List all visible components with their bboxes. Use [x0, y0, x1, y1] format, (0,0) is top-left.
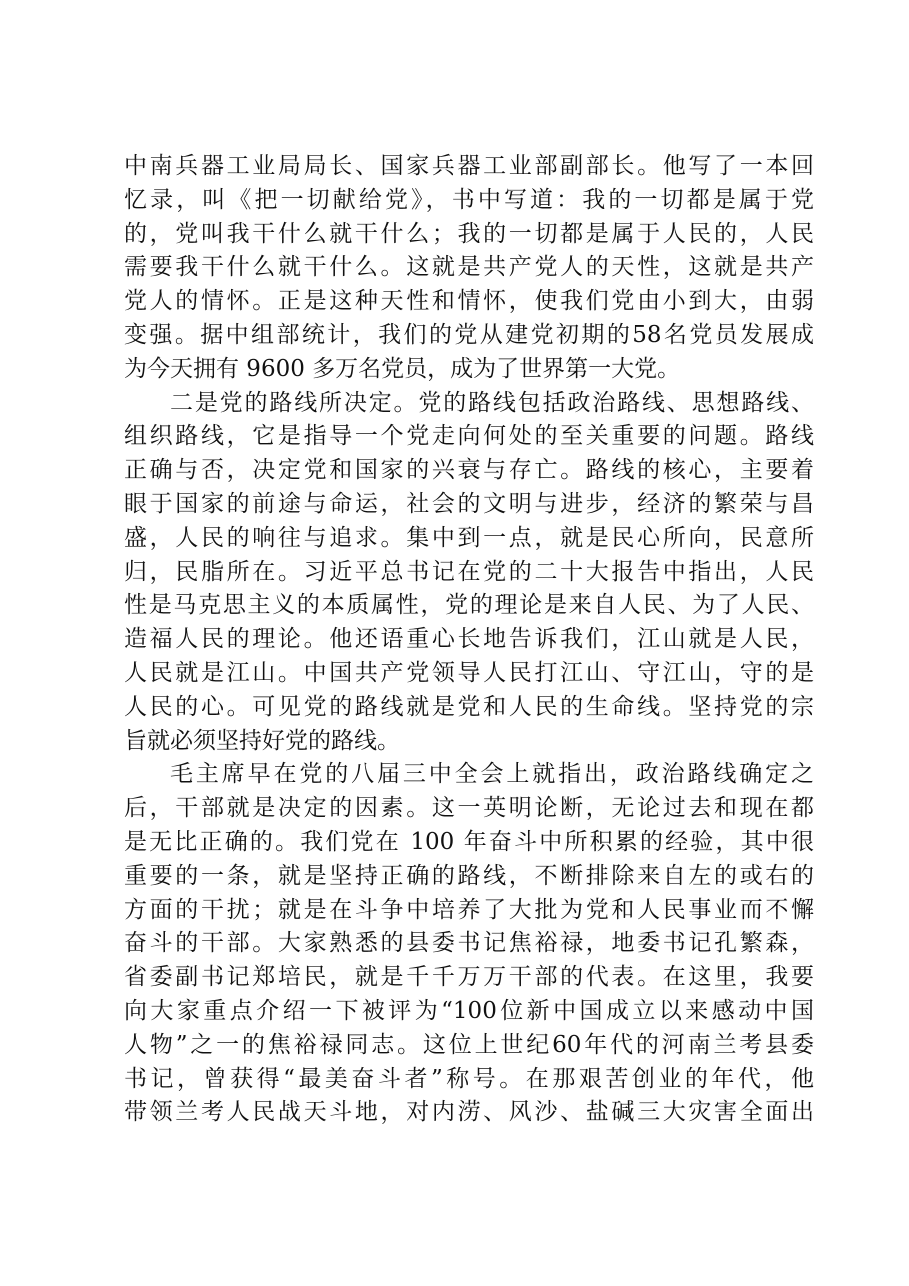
text-line: 人物”之一的焦裕禄同志。这位上世纪60年代的河南兰考县委: [124, 1031, 814, 1058]
text-line: 人民就是江山。中国共产党领导人民打江山、守江山，守的是: [124, 659, 814, 686]
text-line: 省委副书记郑培民，就是千千万万干部的代表。在这里，我要: [124, 964, 814, 991]
text-line: 的，党叫我干什么就干什么；我的一切都是属于人民的，人民: [124, 220, 814, 247]
paragraph-first-line: 毛主席早在党的八届三中全会上就指出，政治路线确定之: [170, 761, 814, 788]
text-line: 归，民脂所在。习近平总书记在党的二十大报告中指出，人民: [124, 558, 814, 585]
text-line: 旨就必须坚持好党的路线。: [124, 727, 400, 754]
text-line: 奋斗的干部。大家熟悉的县委书记焦裕禄，地委书记孔繁森，: [124, 930, 814, 957]
text-line: 方面的干扰；就是在斗争中培养了大批为党和人民事业而不懈: [124, 896, 814, 923]
text-line: 党人的情怀。正是这种天性和情怀，使我们党由小到大，由弱: [124, 288, 814, 315]
text-line: 为今天拥有 9600 多万名党员，成为了世界第一大党。: [124, 355, 681, 382]
text-line: 重要的一条，就是坚持正确的路线，不断排除来自左的或右的: [124, 862, 814, 889]
body-text: [124, 150, 814, 1130]
text-line: 忆录，叫《把一切献给党》，书中写道：我的一切都是属于党: [124, 186, 814, 213]
text-line: 组织路线，它是指导一个党走向何处的至关重要的问题。路线: [124, 423, 814, 450]
text-line: 造福人民的理论。他还语重心长地告诉我们，江山就是人民，: [124, 626, 814, 653]
text-line: 需要我干什么就干什么。这就是共产党人的天性，这就是共产: [124, 254, 814, 281]
text-line: 书记，曾获得“最美奋斗者”称号。在那艰苦创业的年代，他: [124, 1065, 814, 1092]
text-line: 带领兰考人民战天斗地，对内涝、风沙、盐碱三大灾害全面出: [124, 1099, 814, 1126]
text-line: 后，干部就是决定的因素。这一英明论断，无论过去和现在都: [124, 795, 814, 822]
paragraph-first-line: 二是党的路线所决定。党的路线包括政治路线、思想路线、: [170, 389, 814, 416]
text-line: 眼于国家的前途与命运，社会的文明与进步，经济的繁荣与昌: [124, 490, 814, 517]
text-line: 变强。据中组部统计，我们的党从建党初期的58名党员发展成: [124, 321, 814, 348]
text-line: 正确与否，决定党和国家的兴衰与存亡。路线的核心，主要着: [124, 457, 814, 484]
text-line: 中南兵器工业局局长、国家兵器工业部副部长。他写了一本回: [124, 153, 814, 179]
text-line: 是无比正确的。我们党在 100 年奋斗中所积累的经验，其中很: [124, 828, 814, 855]
text-line: 性是马克思主义的本质属性，党的理论是来自人民、为了人民、: [124, 592, 814, 619]
text-line: 盛，人民的响往与追求。集中到一点，就是民心所向，民意所: [124, 524, 814, 551]
text-line: 人民的心。可见党的路线就是党和人民的生命线。坚持党的宗: [124, 693, 814, 720]
text-line: 向大家重点介绍一下被评为“100位新中国成立以来感动中国: [124, 997, 814, 1024]
